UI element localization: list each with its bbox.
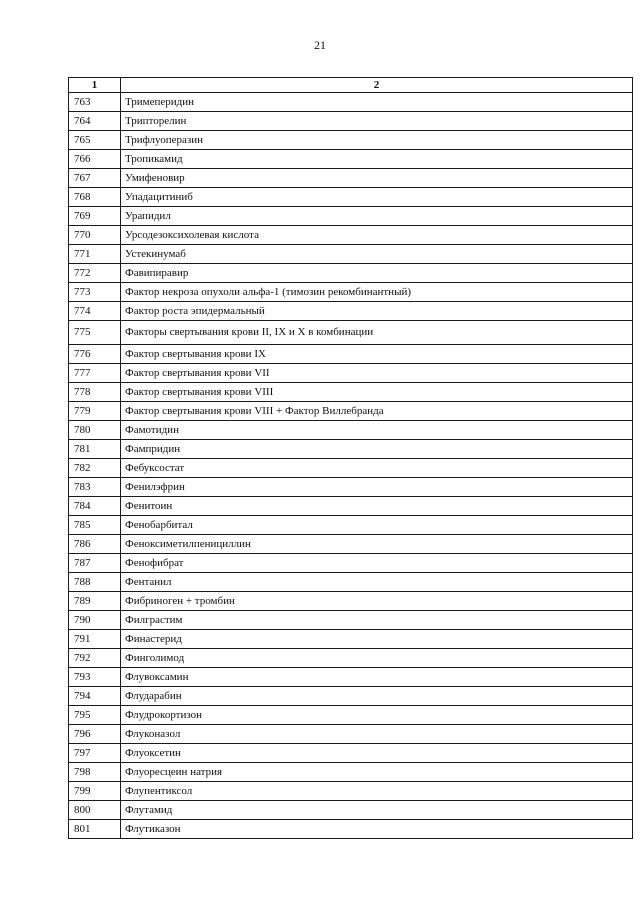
row-number: 779 <box>69 402 121 421</box>
table-body <box>69 93 633 839</box>
drug-name: Флуоксетин <box>121 744 633 763</box>
table-row <box>69 264 633 283</box>
table-row <box>69 302 633 321</box>
row-number: 791 <box>69 630 121 649</box>
table-row <box>69 554 633 573</box>
drug-name: Фенилэфрин <box>121 478 633 497</box>
table-row <box>69 516 633 535</box>
row-number: 789 <box>69 592 121 611</box>
row-number: 796 <box>69 725 121 744</box>
row-number: 788 <box>69 573 121 592</box>
row-number: 777 <box>69 364 121 383</box>
row-number: 764 <box>69 112 121 131</box>
row-number: 795 <box>69 706 121 725</box>
table-row <box>69 687 633 706</box>
table-row <box>69 112 633 131</box>
drug-name: Фактор свертывания крови VIII + Фактор Виллебранда <box>121 402 633 421</box>
table-row <box>69 283 633 302</box>
drug-name: Фавипиравир <box>121 264 633 283</box>
table-row <box>69 763 633 782</box>
row-number: 786 <box>69 535 121 554</box>
table-row <box>69 649 633 668</box>
drug-name: Трифлуоперазин <box>121 131 633 150</box>
drug-name: Флутиказон <box>121 820 633 839</box>
table-row <box>69 497 633 516</box>
drug-name: Флуконазол <box>121 725 633 744</box>
row-number: 783 <box>69 478 121 497</box>
drug-name: Трипторелин <box>121 112 633 131</box>
table-row <box>69 321 633 345</box>
table-row <box>69 440 633 459</box>
row-number: 780 <box>69 421 121 440</box>
table-row <box>69 630 633 649</box>
row-number: 770 <box>69 226 121 245</box>
drug-name: Тримеперидин <box>121 93 633 112</box>
table-row <box>69 93 633 112</box>
row-number: 763 <box>69 93 121 112</box>
row-number: 775 <box>69 321 121 345</box>
drug-name: Флуоресцеин натрия <box>121 763 633 782</box>
row-number: 799 <box>69 782 121 801</box>
table-row <box>69 402 633 421</box>
column-header-number: 1 <box>69 78 121 93</box>
table-row <box>69 478 633 497</box>
row-number: 768 <box>69 188 121 207</box>
drug-name: Фенитоин <box>121 497 633 516</box>
row-number: 798 <box>69 763 121 782</box>
row-number: 774 <box>69 302 121 321</box>
row-number: 784 <box>69 497 121 516</box>
table-row <box>69 668 633 687</box>
drug-name: Фамотидин <box>121 421 633 440</box>
drug-name: Фактор некроза опухоли альфа-1 (тимозин рекомбинантный) <box>121 283 633 302</box>
table-row <box>69 421 633 440</box>
drug-name: Финастерид <box>121 630 633 649</box>
drug-name: Феноксиметилпенициллин <box>121 535 633 554</box>
drug-name: Устекинумаб <box>121 245 633 264</box>
drug-name: Фенобарбитал <box>121 516 633 535</box>
row-number: 797 <box>69 744 121 763</box>
table-row <box>69 782 633 801</box>
drug-name: Фибриноген + тромбин <box>121 592 633 611</box>
row-number: 793 <box>69 668 121 687</box>
drug-name: Филграстим <box>121 611 633 630</box>
table-header-row <box>69 78 633 93</box>
drug-name: Фактор свертывания крови VIII <box>121 383 633 402</box>
page-number: 21 <box>314 38 326 52</box>
row-number: 792 <box>69 649 121 668</box>
row-number: 769 <box>69 207 121 226</box>
table-row <box>69 131 633 150</box>
drug-name: Фампридин <box>121 440 633 459</box>
row-number: 787 <box>69 554 121 573</box>
drug-name: Флувоксамин <box>121 668 633 687</box>
row-number: 767 <box>69 169 121 188</box>
table-row <box>69 226 633 245</box>
table-row <box>69 744 633 763</box>
drug-name: Финголимод <box>121 649 633 668</box>
row-number: 781 <box>69 440 121 459</box>
table-row <box>69 245 633 264</box>
table-row <box>69 535 633 554</box>
table-row <box>69 573 633 592</box>
table-row <box>69 150 633 169</box>
table-row <box>69 801 633 820</box>
drug-name: Тропикамид <box>121 150 633 169</box>
drug-name: Флутамид <box>121 801 633 820</box>
table-row <box>69 345 633 364</box>
table-row <box>69 706 633 725</box>
table-row <box>69 820 633 839</box>
drug-name: Умифеновир <box>121 169 633 188</box>
row-number: 766 <box>69 150 121 169</box>
table-row <box>69 592 633 611</box>
drug-name: Фактор свертывания крови VII <box>121 364 633 383</box>
row-number: 771 <box>69 245 121 264</box>
row-number: 772 <box>69 264 121 283</box>
row-number: 765 <box>69 131 121 150</box>
drug-name: Флударабин <box>121 687 633 706</box>
table-row <box>69 383 633 402</box>
drug-name: Упадацитиниб <box>121 188 633 207</box>
column-header-name: 2 <box>121 78 633 93</box>
row-number: 800 <box>69 801 121 820</box>
row-number: 773 <box>69 283 121 302</box>
drug-name: Урапидил <box>121 207 633 226</box>
row-number: 794 <box>69 687 121 706</box>
drug-name: Фентанил <box>121 573 633 592</box>
row-number: 782 <box>69 459 121 478</box>
row-number: 801 <box>69 820 121 839</box>
table-row <box>69 364 633 383</box>
table-row <box>69 188 633 207</box>
table-row <box>69 725 633 744</box>
table-row <box>69 459 633 478</box>
drug-name: Фебуксостат <box>121 459 633 478</box>
drug-name: Фактор свертывания крови IX <box>121 345 633 364</box>
drug-name: Фенофибрат <box>121 554 633 573</box>
drug-name: Фактор роста эпидермальный <box>121 302 633 321</box>
row-number: 778 <box>69 383 121 402</box>
row-number: 785 <box>69 516 121 535</box>
row-number: 776 <box>69 345 121 364</box>
drug-name: Урсодезоксихолевая кислота <box>121 226 633 245</box>
drug-name: Флупентиксол <box>121 782 633 801</box>
table-row <box>69 207 633 226</box>
table-row <box>69 169 633 188</box>
drug-name: Факторы свертывания крови II, IX и X в комбинации <box>121 321 633 345</box>
row-number: 790 <box>69 611 121 630</box>
table-row <box>69 611 633 630</box>
drug-name: Флудрокортизон <box>121 706 633 725</box>
drug-list-table <box>68 77 633 839</box>
